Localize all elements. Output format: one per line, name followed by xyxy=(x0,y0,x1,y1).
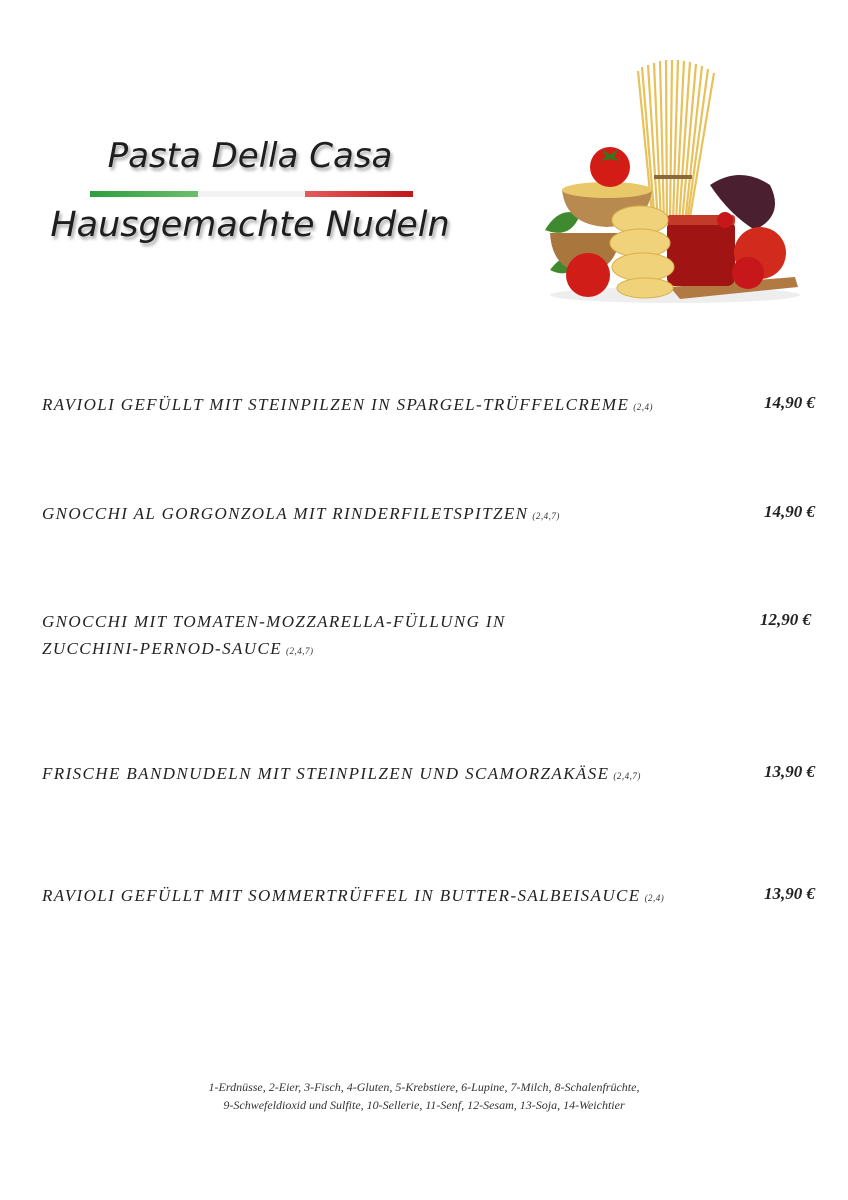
allergen-legend-line1: 1-Erdnüsse, 2-Eier, 3-Fisch, 4-Gluten, 5-Krebstiere, 6-Lupine, 7-Milch, 8-Schalenfrüchte, xyxy=(208,1080,640,1094)
flag-white-stripe xyxy=(198,191,306,197)
dish-price: 14,90 € xyxy=(764,393,815,412)
dish-name-line2: ZUCCHINI-PERNOD-SAUCE xyxy=(42,639,282,658)
page-title: Pasta Della Casa xyxy=(107,136,393,176)
dish-price: 13,90 € xyxy=(764,762,815,781)
allergen-legend xyxy=(0,1078,848,1114)
page-subtitle: Hausgemachte Nudeln xyxy=(50,205,450,245)
dish-name: FRISCHE BANDNUDELN MIT STEINPILZEN UND SCAMORZAKÄSE xyxy=(42,764,610,783)
pasta-tomato-icon xyxy=(540,55,805,305)
dish-price: 13,90 € xyxy=(764,884,815,903)
allergen-codes: (2,4) xyxy=(644,893,665,903)
menu-item xyxy=(42,882,732,912)
menu-item xyxy=(42,608,732,665)
dish-name-line1: GNOCCHI MIT TOMATEN-MOZZARELLA-FÜLLUNG IN xyxy=(42,612,506,631)
italian-flag-divider xyxy=(90,191,413,197)
dish-name: GNOCCHI AL GORGONZOLA MIT RINDERFILETSPITZEN xyxy=(42,504,529,523)
allergen-codes: (2,4,7) xyxy=(613,771,641,781)
allergen-codes: (2,4) xyxy=(633,402,653,412)
menu-item xyxy=(42,391,732,421)
dish-name: RAVIOLI GEFÜLLT MIT STEINPILZEN IN SPARGEL-TRÜFFELCREME xyxy=(42,395,630,414)
allergen-codes: (2,4,7) xyxy=(286,646,314,656)
allergen-legend-line2: 9-Schwefeldioxid und Sulfite, 10-Sellerie, 11-Senf, 12-Sesam, 13-Soja, 14-Weichtier xyxy=(223,1098,625,1112)
allergen-codes: (2,4,7) xyxy=(532,511,560,521)
dish-price: 14,90 € xyxy=(764,502,815,521)
flag-green-stripe xyxy=(90,191,198,197)
dish-name: RAVIOLI GEFÜLLT MIT SOMMERTRÜFFEL IN BUTTER-SALBEISAUCE xyxy=(42,886,641,905)
dish-price: 12,90 € xyxy=(760,610,811,629)
menu-item xyxy=(42,500,732,530)
menu-item xyxy=(42,760,732,790)
flag-red-stripe xyxy=(305,191,413,197)
